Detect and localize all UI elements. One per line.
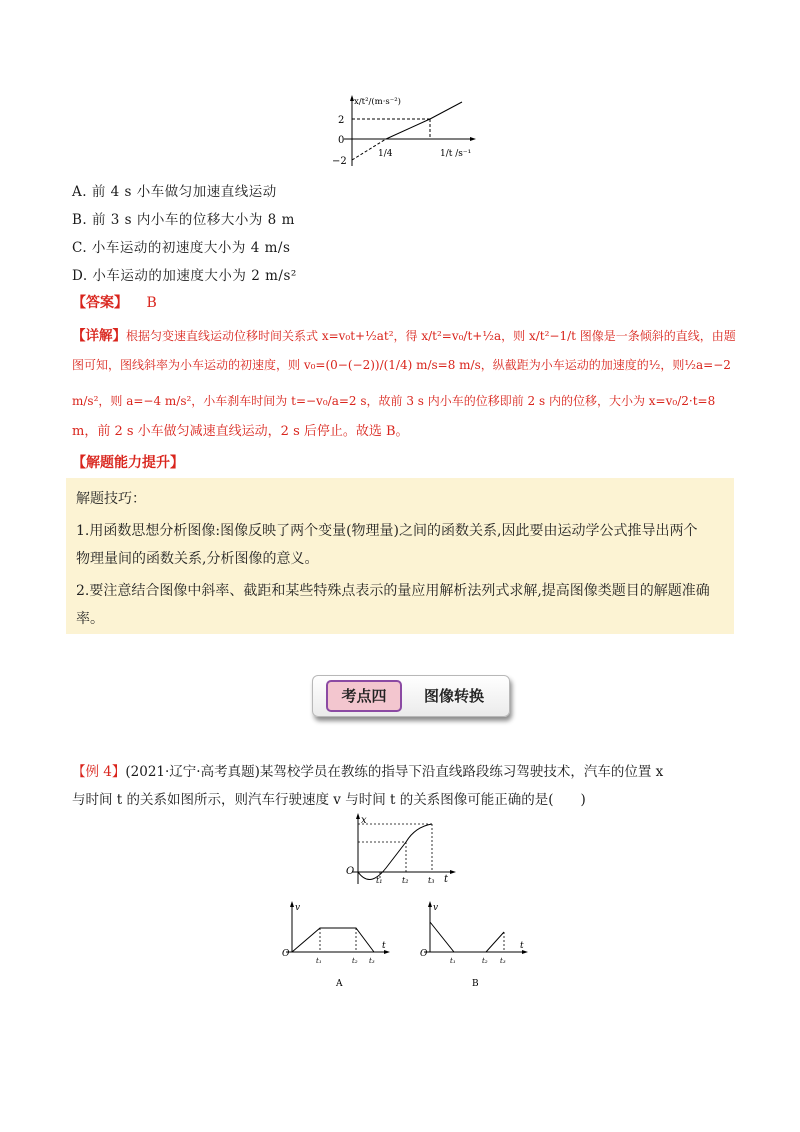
- b-y-label: v: [433, 903, 439, 913]
- detail-line-4: m，前 2 s 小车做匀减速直线运动，2 s 后停止。故选 B。: [72, 424, 409, 439]
- detail-line-1: 【详解】根据匀变速直线运动位移时间关系式 x=v₀t+½at²，得 x/t²=v₀/t+½a，则 x/t²−1/t 图像是一条倾斜的直线，由题: [72, 328, 736, 344]
- b-t1: t₁: [450, 957, 456, 965]
- example-line-1: 【例 4】(2021·辽宁·高考真题)某驾校学员在教练的指导下沿直线路段练习驾驶技术，汽车的位置 x: [72, 764, 664, 780]
- detail-label: 【详解】: [72, 328, 126, 344]
- option-b: B. 前 3 s 内小车的位移大小为 8 m: [72, 212, 295, 228]
- detail-line-2: 图可知，图线斜率为小车运动的初速度，则 v₀=(0−(−2))/(1/4) m/s=8 m/s，纵截距为小车运动的加速度的½，则½a=−2: [72, 358, 731, 372]
- xt-t3: t₃: [428, 876, 435, 885]
- b-t3: t₃: [500, 957, 506, 965]
- graph1-x-tick-quarter: 1/4: [378, 149, 393, 159]
- graph1-y-tick-m2: −2: [332, 156, 347, 167]
- tips-p1-line1: 1.用函数思想分析图像:图像反映了两个变量(物理量)之间的函数关系,因此要由运动学公式推导出两个: [76, 523, 698, 539]
- b-origin: O: [420, 949, 428, 959]
- a-t1: t₁: [316, 957, 322, 965]
- graph1-y-tick-2: 2: [338, 115, 345, 126]
- tips-heading: 【解题能力提升】: [72, 455, 184, 471]
- graph1-y-label: x/t²/(m·s⁻²): [354, 97, 401, 107]
- section-tag: 考点四: [326, 680, 402, 712]
- a-caption: A: [336, 979, 343, 989]
- a-y-label: v: [295, 903, 301, 913]
- answer-label: 【答案】: [72, 295, 128, 311]
- detail-line-3: m/s²，则 a=−4 m/s²，小车刹车时间为 t=−v₀/a=2 s，故前 3 s 内小车的位移即前 2 s 内的位移，大小为 x=v₀/2·t=8: [72, 394, 716, 408]
- graph1-x-label: 1/t /s⁻¹: [440, 149, 472, 159]
- x-over-t2-graph: [320, 92, 480, 170]
- a-t2: t₂: [352, 957, 358, 965]
- xt-x-label: t: [444, 874, 449, 885]
- a-t3: t₃: [369, 957, 375, 965]
- b-t2: t₂: [482, 957, 488, 965]
- xt-origin: O: [346, 866, 355, 877]
- answer-value: B: [146, 295, 157, 311]
- tips-title: 解题技巧：: [76, 491, 146, 507]
- option-d: D. 小车运动的加速度大小为 2 m/s²: [72, 268, 297, 284]
- example-label: 【例 4】: [72, 764, 126, 780]
- section-title: 图像转换: [423, 687, 484, 705]
- option-a: A. 前 4 s 小车做匀加速直线运动: [72, 184, 277, 200]
- xt-t1: t₁: [376, 876, 383, 885]
- option-a-vt-graph: [282, 900, 392, 990]
- xt-t2: t₂: [402, 876, 409, 885]
- b-caption: B: [472, 979, 479, 989]
- xt-y-label: x: [361, 815, 367, 826]
- option-b-vt-graph: [420, 900, 530, 990]
- position-time-graph: [340, 812, 460, 888]
- b-x-label: t: [520, 941, 524, 951]
- option-c: C. 小车运动的初速度大小为 4 m/s: [72, 240, 291, 256]
- tips-p2-line1: 2.要注意结合图像中斜率、截距和某些特殊点表示的量应用解析法列式求解,提高图像类题目的解题准确: [76, 583, 710, 599]
- example-line-2: 与时间 t 的关系如图所示，则汽车行驶速度 v 与时间 t 的关系图像可能正确的是( ): [72, 792, 586, 808]
- a-origin: O: [282, 949, 290, 959]
- tips-p1-line2: 物理量间的函数关系,分析图像的意义。: [76, 551, 319, 567]
- answer-row: [72, 292, 157, 312]
- graph1-y-tick-0: 0: [338, 135, 345, 146]
- tips-p2-line2: 率。: [76, 611, 104, 627]
- a-x-label: t: [382, 941, 386, 951]
